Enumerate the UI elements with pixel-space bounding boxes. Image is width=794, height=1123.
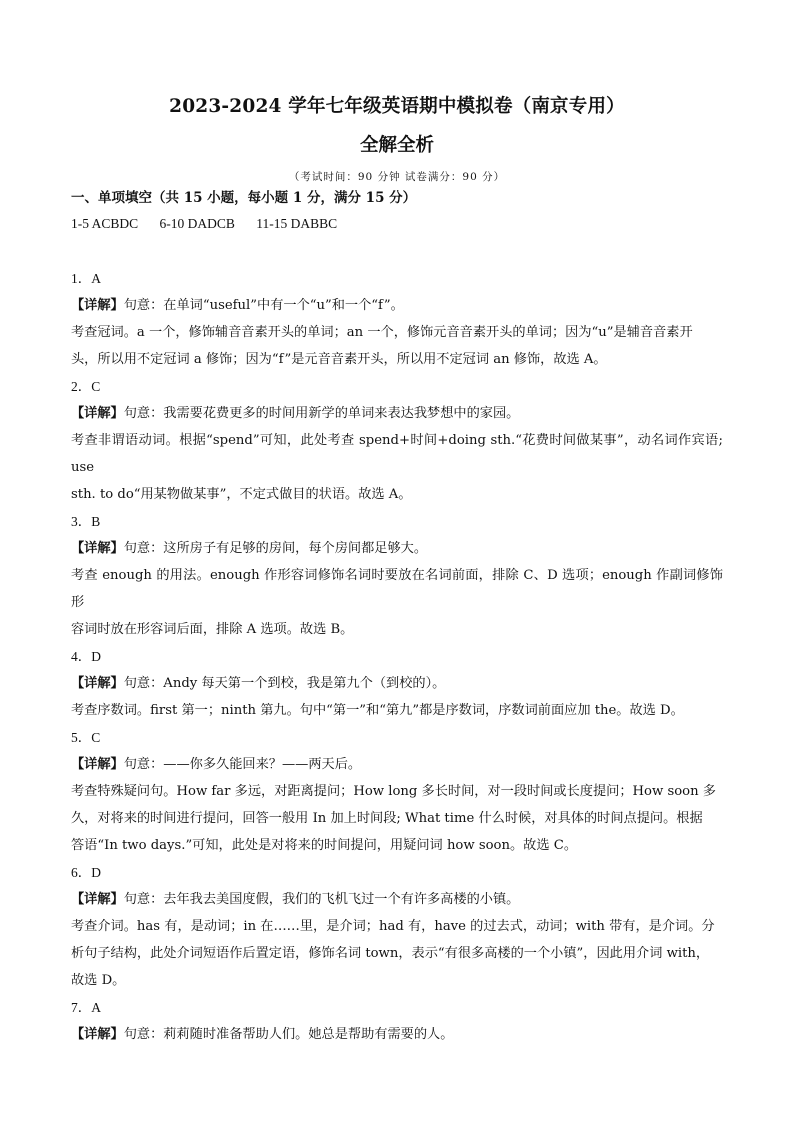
analysis-line: 容词时放在形容词后面，排除 A 选项。故选 B。: [71, 622, 354, 637]
question-number: 5．C: [71, 730, 101, 745]
section-heading: 一、单项填空（共 15 小题，每小题 1 分，满分 15 分）: [71, 190, 417, 206]
detail-tag: 【详解】: [71, 892, 124, 907]
question-detail: [71, 1021, 723, 1048]
analysis-line: 答语“In two days.”可知，此处是对将来的时间提问，用疑问词 how soon。故选 C。: [71, 838, 578, 853]
question-list: [71, 265, 723, 1048]
question-item: [71, 508, 723, 643]
detail-tag: 【详解】: [71, 676, 124, 691]
detail-text: 句意：我需要花费更多的时间用新学的单词来表达我梦想中的家园。: [123, 406, 520, 421]
question-detail: [71, 670, 723, 697]
detail-tag: 【详解】: [71, 541, 124, 556]
detail-text: 句意：——你多久能回来？——两天后。: [123, 757, 362, 772]
exam-meta: （考试时间：90 分钟 试卷满分：90 分）: [288, 171, 506, 183]
detail-tag: 【详解】: [71, 406, 124, 421]
detail-text: 句意：去年我去美国度假，我们的飞机飞过一个有许多高楼的小镇。: [123, 892, 520, 907]
question-number: 3．B: [71, 514, 101, 529]
analysis-line: 久，对将来的时间进行提问，回答一般用 In 加上时间段; What time 什么时候，对具体的时间点提问。根据: [71, 811, 703, 826]
detail-tag: 【详解】: [71, 1027, 124, 1042]
question-detail: [71, 400, 723, 427]
question-number: 1．A: [71, 271, 101, 286]
answer-group: 6-10 DADCB: [159, 216, 235, 231]
analysis-line: 析句子结构，此处介词短语作后置定语，修饰名词 town，表示“有很多高楼的一个小镇”，因此用介词 with，: [71, 946, 710, 961]
analysis-line: 考查非谓语动词。根据“spend”可知，此处考查 spend+时间+doing sth.“花费时间做某事”，动名词作宾语; use: [71, 433, 723, 475]
question-number: 6．D: [71, 865, 101, 880]
detail-text: 句意：这所房子有足够的房间，每个房间都足够大。: [123, 541, 428, 556]
analysis-line: 考查冠词。a 一个，修饰辅音音素开头的单词；an 一个，修饰元音音素开头的单词；因为“u”是辅音音素开: [71, 325, 693, 340]
analysis-line: 考查特殊疑问句。How far 多远，对距离提问；How long 多长时间，对一段时间或长度提问；How soon 多: [71, 784, 716, 799]
analysis-line: 故选 D。: [71, 973, 126, 988]
answer-key: [71, 214, 723, 234]
question-item: [71, 724, 723, 859]
analysis-line: 考查 enough 的用法。enough 作形容词修饰名词时要放在名词前面，排除 C、D 选项；enough 作副词修饰形: [71, 568, 723, 610]
analysis-line: 头，所以用不定冠词 a 修饰；因为“f”是元音音素开头，所以用不定冠词 an 修饰，故选 A。: [71, 352, 607, 367]
answer-group: 11-15 DABBC: [256, 216, 338, 231]
question-detail: [71, 292, 723, 319]
question-number: 2．C: [71, 379, 101, 394]
answer-group: 1-5 ACBDC: [71, 216, 139, 231]
analysis-line: sth. to do“用某物做某事”，不定式做目的状语。故选 A。: [71, 487, 412, 502]
detail-tag: 【详解】: [71, 298, 124, 313]
question-item: [71, 643, 723, 724]
detail-text: 句意：在单词“useful”中有一个“u”和一个“f”。: [123, 298, 404, 313]
question-detail: [71, 535, 723, 562]
detail-tag: 【详解】: [71, 757, 124, 772]
question-detail: [71, 751, 723, 778]
question-detail: [71, 886, 723, 913]
question-item: [71, 994, 723, 1048]
analysis-line: 考查介词。has 有，是动词；in 在……里，是介词；had 有，have 的过去式，动词；with 带有，是介词。分: [71, 919, 715, 934]
page-subtitle: 全解全析: [359, 135, 434, 156]
page-title: 2023-2024 学年七年级英语期中模拟卷（南京专用）: [169, 96, 625, 117]
question-number: 4．D: [71, 649, 101, 664]
spacer: [71, 234, 723, 265]
detail-text: 句意：莉莉随时准备帮助人们。她总是帮助有需要的人。: [123, 1027, 454, 1042]
analysis-line: 考查序数词。first 第一；ninth 第九。句中“第一”和“第九”都是序数词，序数词前面应加 the。故选 D。: [71, 703, 684, 718]
detail-text: 句意：Andy 每天第一个到校，我是第九个（到校的）。: [123, 676, 446, 691]
question-item: [71, 859, 723, 994]
question-number: 7．A: [71, 1000, 101, 1015]
question-item: [71, 373, 723, 508]
question-item: [71, 265, 723, 373]
